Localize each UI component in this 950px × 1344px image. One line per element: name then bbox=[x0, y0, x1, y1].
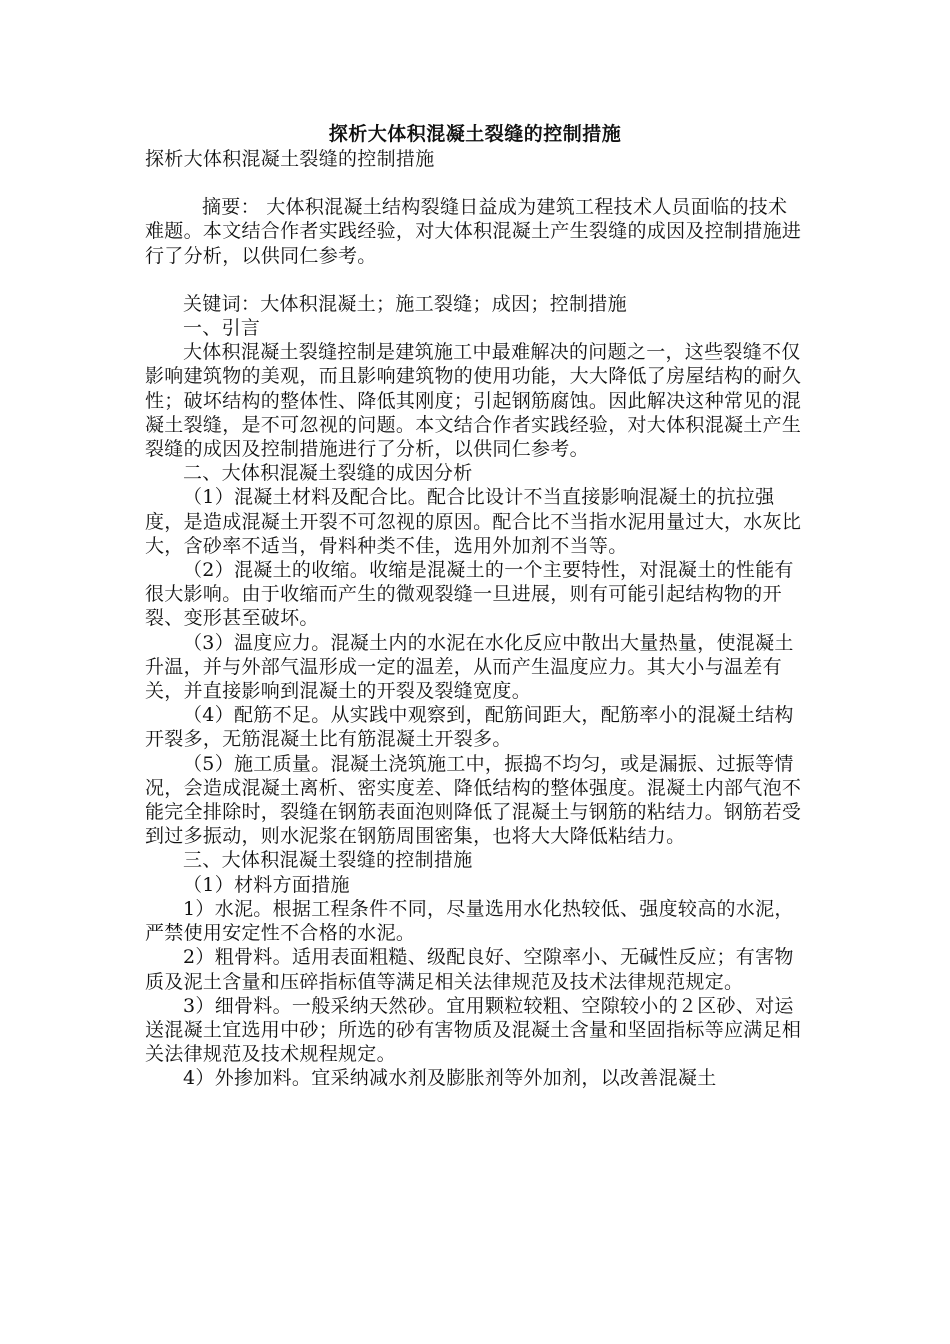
paragraph: （1）混凝土材料及配合比。配合比设计不当直接影响混凝土的抗拉强度，是造成混凝土开裂不可忽视的原因。配合比不当指水泥用量过大，水灰比大，含砂率不适当，骨料种类不佳，选用外加剂不当等。 bbox=[145, 486, 802, 557]
keywords-line: 关键词：大体积混凝土；施工裂缝；成因；控制措施 bbox=[183, 292, 627, 315]
paragraph: 2）粗骨料。适用表面粗糙、级配良好、空隙率小、无碱性反应；有害物质及泥土含量和压碎指标值等满足相关法律规范及技术法律规范规定。 bbox=[145, 946, 794, 993]
paragraph: （3）温度应力。混凝土内的水泥在水化反应中散出大量热量，使混凝土升温，并与外部气温形成一定的温差，从而产生温度应力。其大小与温差有关，并直接影响到混凝土的开裂及裂缝宽度。 bbox=[145, 631, 794, 703]
paragraph: （2）混凝土的收缩。收缩是混凝土的一个主要特性，对混凝土的性能有很大影响。由于收缩而产生的微观裂缝一旦进展，则有可能引起结构物的开裂、变形甚至破坏。 bbox=[145, 559, 794, 630]
document-body bbox=[145, 147, 805, 1091]
paragraph: 1）水泥。根据工程条件不同，尽量选用水化热较低、强度较高的水泥，严禁使用安定性不合格的水泥。 bbox=[145, 897, 794, 945]
document-subtitle: 探析大体积混凝土裂缝的控制措施 bbox=[145, 148, 435, 170]
paragraph: 大体积混凝土裂缝控制是建筑施工中最难解决的问题之一，这些裂缝不仅影响建筑物的美观，而且影响建筑物的使用功能，大大降低了房屋结构的耐久性；破坏结构的整体性、降低其刚度；引起钢筋腐蚀。因此解决这种常见的混凝土裂缝，是不可忽视的问题。本文结合作者实践经验，对大体积混凝土产生裂缝的成因及控制措施进行了分析，以供同仁参考。 bbox=[145, 341, 802, 461]
section-heading-causes: 二、大体积混凝土裂缝的成因分析 bbox=[183, 462, 473, 485]
spacer bbox=[145, 268, 805, 292]
section-heading-measures: 三、大体积混凝土裂缝的控制措施 bbox=[183, 849, 473, 872]
section-heading-introduction: 一、引言 bbox=[183, 317, 261, 340]
spacer bbox=[145, 171, 805, 195]
abstract-paragraph: 摘要： 大体积混凝土结构裂缝日益成为建筑工程技术人员面临的技术难题。本文结合作者实践经验，对大体积混凝土产生裂缝的成因及控制措施进行了分析，以供同仁参考。 bbox=[145, 196, 802, 267]
paragraph: （4）配筋不足。从实践中观察到，配筋间距大，配筋率小的混凝土结构开裂多，无筋混凝土比有筋混凝土开裂多。 bbox=[145, 704, 794, 751]
paragraph: 3）细骨料。一般采纳天然砂。宜用颗粒较粗、空隙较小的２区砂、对运送混凝土宜选用中砂；所选的砂有害物质及混凝土含量和坚固指标等应满足相关法律规范及技术规程规定。 bbox=[145, 994, 802, 1066]
paragraph: （5）施工质量。混凝土浇筑施工中，振捣不均匀，或是漏振、过振等情况，会造成混凝土离析、密实度差、降低结构的整体强度。混凝土内部气泡不能完全排除时，裂缝在钢筋表面泡则降低了混凝土与钢筋的粘结力。钢筋若受到过多振动，则水泥浆在钢筋周围密集，也将大大降低粘结力。 bbox=[145, 752, 802, 848]
subheading-materials: （1）材料方面措施 bbox=[183, 873, 350, 896]
paragraph: 4）外掺加料。宜采纳减水剂及膨胀剂等外加剂，以改善混凝土 bbox=[183, 1067, 717, 1090]
document-title: 探析大体积混凝土裂缝的控制措施 bbox=[328, 123, 622, 145]
